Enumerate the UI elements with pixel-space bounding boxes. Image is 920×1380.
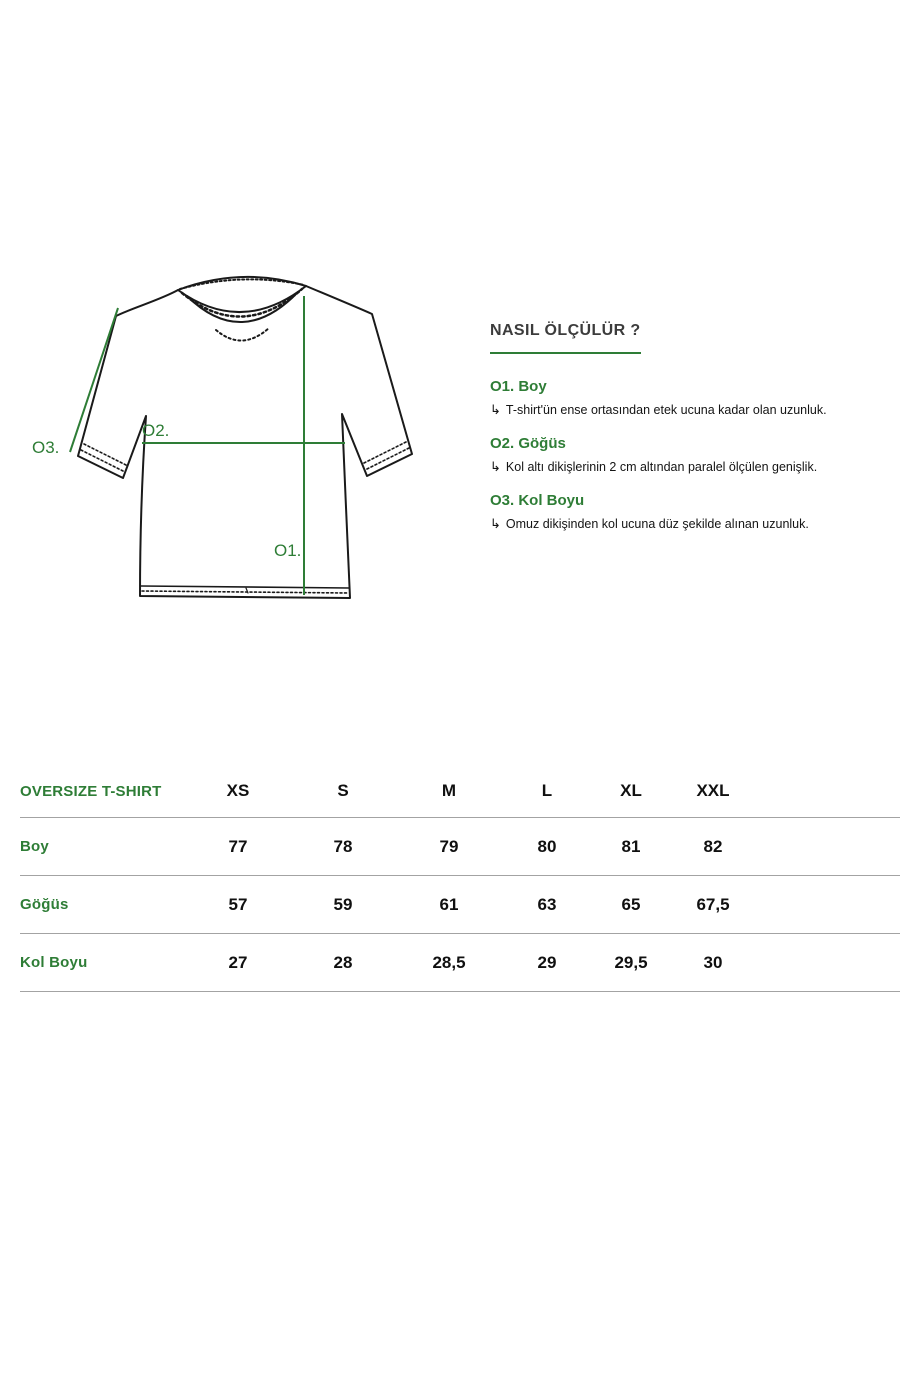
table-row-kol-boyu [20,934,900,992]
return-arrow-icon: ↳ [490,458,501,474]
tshirt-diagram [20,250,460,630]
o2-label: O2. [142,421,170,440]
table-cell: 27 [228,952,248,972]
table-cell: 77 [228,836,248,856]
return-arrow-icon: ↳ [490,515,501,531]
row-label: Boy [20,838,49,855]
collar-stitch-center [216,328,269,341]
table-cell: 30 [703,952,723,972]
measure-item-heading: O3. Kol Boyu [490,491,585,509]
column-header-s: S [337,781,349,800]
table-cell: 28 [333,952,353,972]
column-header-xxl: XXL [696,781,730,800]
table-cell: 82 [703,836,723,856]
column-header-xs: XS [226,781,250,800]
measure-item-description-text: Omuz dikişinden kol ucuna düz şekilde alınan uzunluk. [505,516,809,531]
table-cell: 29 [537,952,557,972]
table-row-gogus [20,876,900,934]
measure-item-kol-boyu [490,492,902,533]
measure-item-heading: O1. Boy [490,378,547,395]
table-cell: 78 [333,836,353,856]
measure-item-description-text: Kol altı dikişlerinin 2 cm altından paralel ölçülen genişlik. [505,459,818,474]
table-cell: 65 [621,894,641,914]
measurement-lines [70,296,345,595]
table-cell: 57 [228,894,248,914]
return-arrow-icon: ↳ [490,402,501,417]
measure-item-description [490,516,902,533]
table-cell: 79 [439,836,459,856]
row-label: Göğüs [20,896,69,913]
hem-inner-line [141,586,349,588]
table-row-boy [20,818,900,876]
table-cell: 67,5 [696,894,730,914]
table-cell: 61 [439,894,459,914]
column-header-m: M [441,781,457,800]
measure-item-boy [490,378,902,419]
product-label: OVERSIZE T-SHIRT [20,782,162,800]
how-to-measure-title: NASIL ÖLÇÜLÜR ? [490,322,641,354]
table-cell: 28,5 [432,952,466,972]
size-table-header-row [20,765,900,818]
measure-item-heading: O2. Göğüs [490,434,566,452]
hem-stitch [142,591,348,593]
how-to-measure-section [490,322,902,549]
measure-item-gogus [490,435,902,476]
table-cell: 59 [333,894,353,914]
column-header-l: L [541,781,553,800]
table-cell: 63 [537,894,557,914]
table-cell: 29,5 [614,952,648,972]
column-header-xl: XL [620,781,642,800]
o3-measure-line [70,308,118,452]
tshirt-drawing [78,277,412,598]
o1-label: O1. [274,541,302,560]
o3-label: O3. [32,438,60,457]
measure-item-description [490,402,902,419]
table-cell: 81 [621,836,641,856]
row-label: Kol Boyu [20,954,88,971]
size-table [20,765,900,992]
measure-item-description-text: T-shirt'ün ense ortasından etek ucuna kadar olan uzunluk. [505,403,827,417]
measure-item-description [490,459,902,476]
table-cell: 80 [537,836,557,856]
